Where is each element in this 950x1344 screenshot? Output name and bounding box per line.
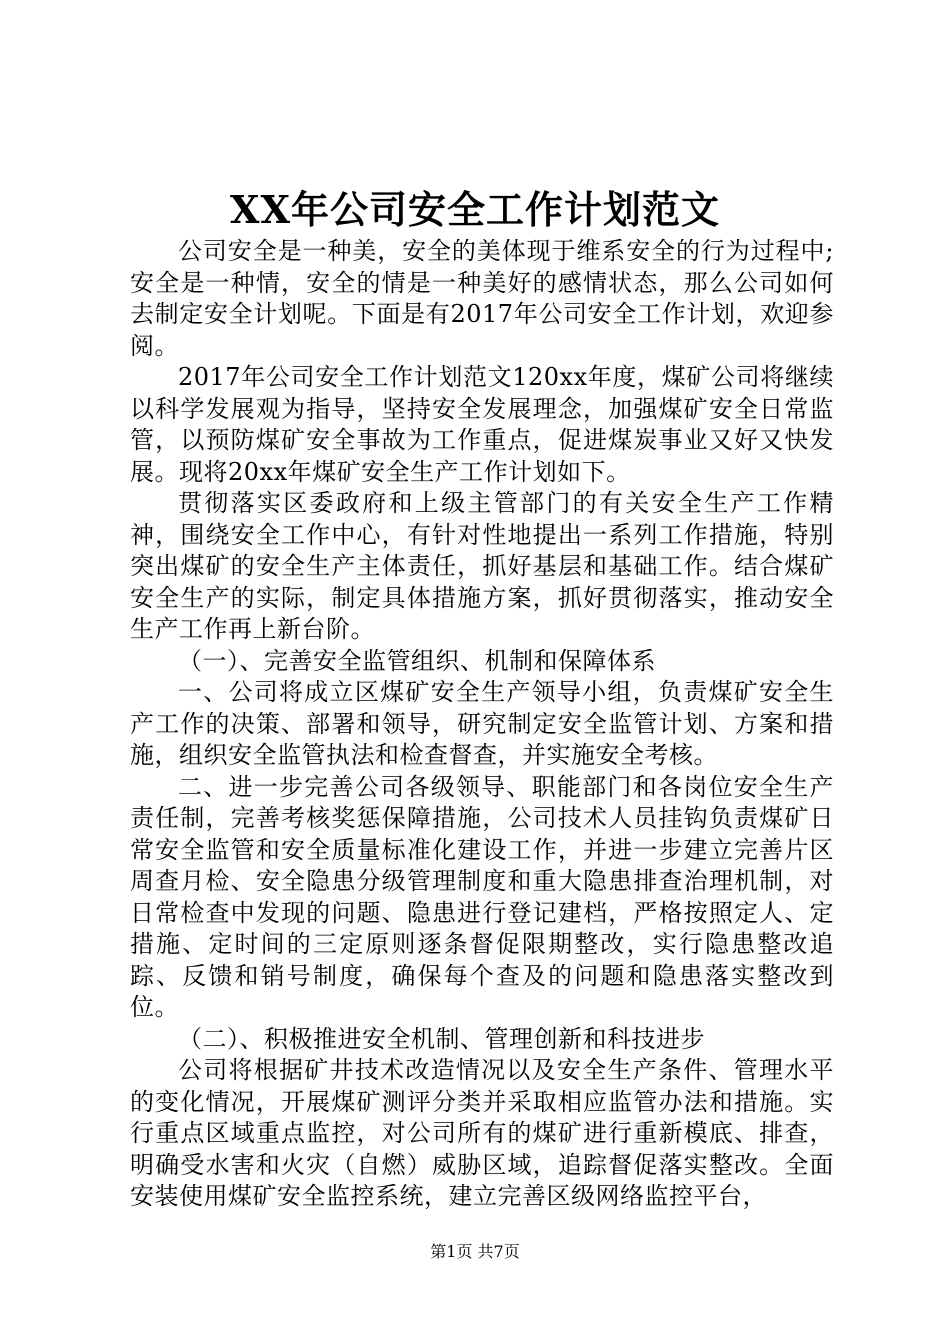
paragraph-item-1: 一、公司将成立区煤矿安全生产领导小组，负责煤矿安全生产工作的决策、部署和领导，研究制定安全监管计划、方案和措施，组织安全监管执法和检查督查，并实施安全考核。 [130, 678, 834, 769]
section-heading-1: （一）、完善安全监管组织、机制和保障体系 [178, 646, 656, 675]
paragraph-intro: 公司安全是一种美，安全的美体现于维系安全的行为过程中;安全是一种情，安全的情是一种美好的感情状态，那么公司如何去制定安全计划呢。下面是有2017年公司安全工作计划，欢迎参阅。 [130, 237, 834, 360]
document-title: XX年公司安全工作计划范文 [230, 187, 720, 232]
paragraph-implementation: 贯彻落实区委政府和上级主管部门的有关安全生产工作精神，围绕安全工作中心，有针对性地提出一系列工作措施，特别突出煤矿的安全生产主体责任，抓好基层和基础工作。结合煤矿安全生产的实际，制定具体措施方案，抓好贯彻落实，推动安全生产工作再上新台阶。 [130, 489, 834, 643]
paragraph-item-2: 二、进一步完善公司各级领导、职能部门和各岗位安全生产责任制，完善考核奖惩保障措施，公司技术人员挂钩负责煤矿日常安全监管和安全质量标准化建设工作，并进一步建立完善片区周查月检、安全隐患分级管理制度和重大隐患排查治理机制，对日常检查中发现的问题、隐患进行登记建档，严格按照定人、定措施、定时间的三定原则逐条督促限期整改，实行隐患整改追踪、反馈和销号制度，确保每个查及的问题和隐患落实整改到位。 [130, 772, 834, 1021]
section-heading-2: （二）、积极推进安全机制、管理创新和科技进步 [178, 1024, 705, 1053]
paragraph-section-2-body: 公司将根据矿井技术改造情况以及安全生产条件、管理水平的变化情况，开展煤矿测评分类并采取相应监管办法和措施。实行重点区域重点监控，对公司所有的煤矿进行重新模底、排查，明确受水害和火灾（自燃）威胁区域，追踪督促落实整改。全面安装使用煤矿安全监控系统，建立完善区级网络监控平台， [130, 1056, 834, 1210]
page-footer: 第1页 共7页 [430, 1242, 520, 1261]
paragraph-plan-overview: 2017年公司安全工作计划范文120xx年度，煤矿公司将继续以科学发展观为指导，坚持安全发展理念，加强煤矿安全日常监管，以预防煤矿安全事故为工作重点，促进煤炭事业又好又快发展。现将20xx年煤矿安全生产工作计划如下。 [130, 363, 834, 486]
document-body [130, 236, 834, 1213]
